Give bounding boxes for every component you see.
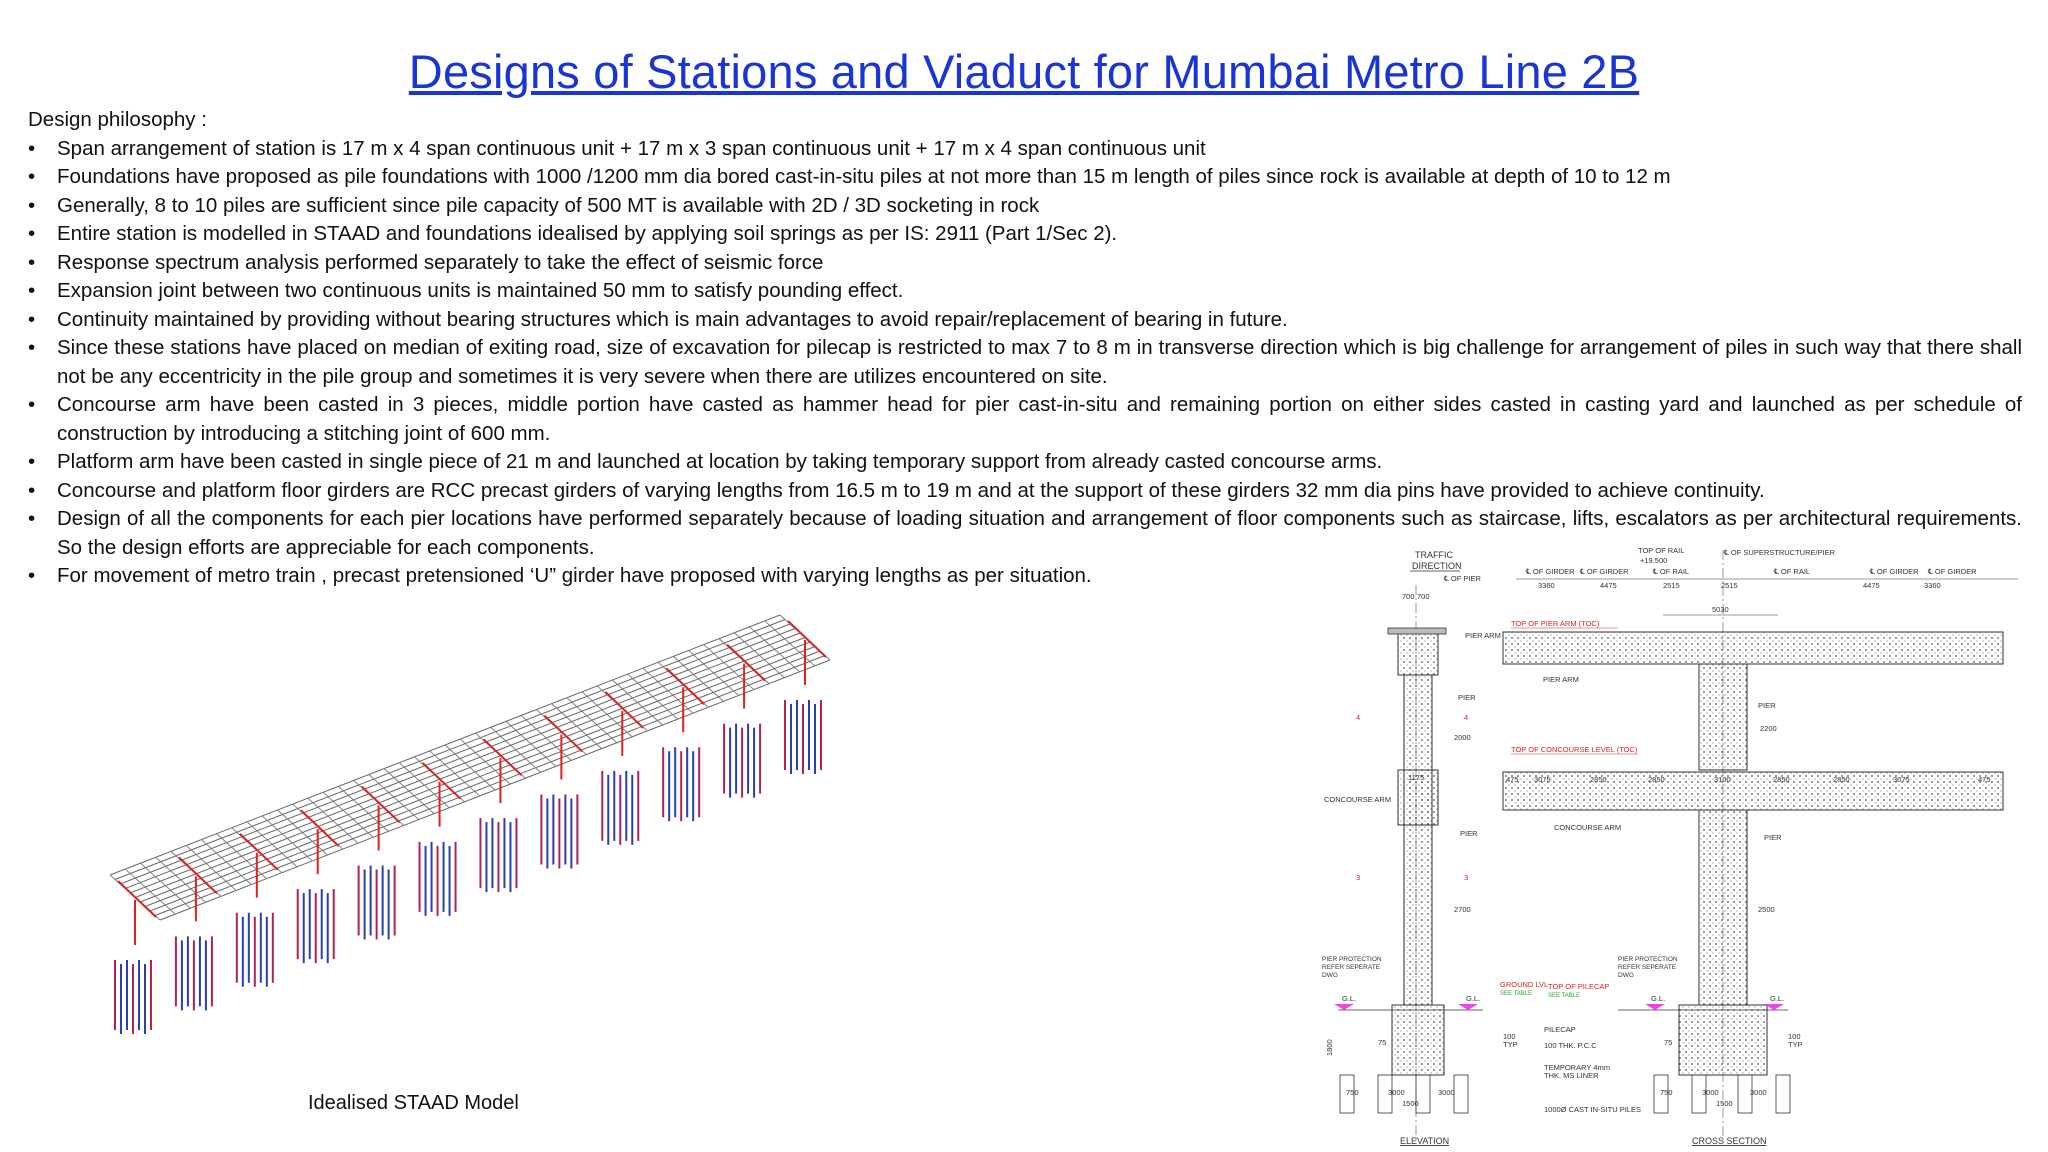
bullet-marker: • [28,393,36,416]
liner-label-2: THK. MS LINER [1544,1071,1599,1080]
elevation-label: ELEVATION [1400,1136,1450,1146]
dim-1500-b: 1500 [1716,1099,1733,1108]
concourse-arm-label-cs: CONCOURSE ARM [1554,823,1622,832]
concourse-arm-label-elev: CONCOURSE ARM [1324,795,1392,804]
dim-1175: 1175 [1408,773,1425,782]
dim-2200: 2200 [1760,724,1777,733]
bullet-marker: • [28,507,36,530]
design-philosophy-list [28,135,2022,591]
section-4-right: 4 [1464,713,1469,722]
dim-3360-b: 3360 [1924,581,1941,590]
bullet-marker: • [28,564,36,587]
staad-caption: Idealised STAAD Model [308,1092,519,1114]
dim-3100: 3100 [1714,775,1731,784]
design-point-text: Response spectrum analysis performed separately to take the effect of seismic force [57,250,824,274]
page-title[interactable]: Designs of Stations and Viaduct for Mumbai Metro Line 2B [408,45,1640,98]
pier-protection-elev-1: PIER PROTECTION [1322,956,1382,963]
piles-label: 1000Ø CAST IN-SITU PILES [1544,1105,1641,1114]
dim-3000-d: 3000 [1750,1088,1767,1097]
design-point [28,249,2022,278]
dim-5030: 5030 [1712,605,1729,614]
dim-1500-a: 1500 [1402,1099,1419,1108]
cl-pier-label: ℄ OF PIER [1444,574,1481,583]
staad-member [788,621,826,657]
traffic-label-1: TRAFFIC [1415,550,1453,560]
cl-girder-label-3: ℄ OF GIRDER [1870,567,1919,576]
design-point-text: Concourse and platform floor girders are RCC precast girders of varying lengths from 16.5 m to 19 m and at the support of these girders 32 mm dia pins have provided to achieve continuity. [57,478,1765,502]
dim-3075-b: 3075 [1893,775,1910,784]
design-point-text: Generally, 8 to 10 piles are sufficient since pile capacity of 500 MT is available with 2D / 3D socketing in rock [57,193,1040,217]
dim-3360-a: 3360 [1538,581,1555,590]
pier-arm-label-cs: PIER ARM [1543,675,1579,684]
staad-member [362,786,400,822]
staad-member [118,881,156,917]
pier-protection-cs-2: REFER SEPERATE [1618,964,1677,971]
dim-4475-a: 4475 [1600,581,1617,590]
ground-lvl-label: GROUND LVL [1500,980,1549,989]
gl-label-2: G.L. [1466,994,1481,1003]
pier-protection-cs-3: DWG [1618,972,1634,979]
top-pilecap-label: TOP OF PILECAP [1548,982,1610,991]
dim-2850-b: 2850 [1648,775,1665,784]
design-point-text: Concourse arm have been casted in 3 pieces, middle portion have casted as hammer head for pier cast-in-situ and remaining portion on either sides casted in casting yard and launched as per schedule of construction by introducing a stitching joint of 600 mm. [57,393,2022,445]
typ-label-a: TYP [1503,1040,1518,1049]
staad-member [605,692,643,728]
section-3-right: 3 [1464,873,1469,882]
design-point-text: Since these stations have placed on median of exiting road, size of excavation for pilecap is restricted to max 7 to 8 m in transverse direction which is big challenge for arrangement of piles in such way that there shall not be any eccentricity in the pile group and sometimes it is very severe when there are utilizes encountered on site. [57,336,2022,388]
staad-member [544,716,582,752]
dim-750-b: 750 [1660,1088,1673,1097]
see-table-2: SEE TABLE [1548,993,1581,999]
pcc-label: 100 THK. P.C.C [1544,1041,1597,1050]
pier-arm-label-elev: PIER ARM [1465,631,1501,640]
design-point [28,306,2022,335]
pier-protection-elev-2: REFER SEPERATE [1322,964,1381,971]
section-3-left: 3 [1356,873,1361,882]
dim-475-a: 475 [1506,775,1519,784]
bullet-marker: • [28,250,36,274]
dim-100-a: 100 [1503,1032,1516,1041]
dim-750-a: 750 [1346,1088,1359,1097]
design-point [28,448,2022,477]
dim-3075-a: 3075 [1534,775,1551,784]
dim-100-b: 100 [1788,1032,1801,1041]
bullet-marker: • [28,336,36,359]
gl-label-4: G.L. [1770,994,1785,1003]
station-elevation-drawing [1318,540,2030,1152]
pier-label-elev-2: PIER [1460,829,1478,838]
dim-75-cs: 75 [1664,1038,1673,1047]
staad-piles [115,700,821,1034]
cl-girder-label-2: ℄ OF GIRDER [1580,567,1629,576]
top-pier-arm-label: TOP OF PIER ARM (TOC) [1511,619,1600,628]
bullet-marker: • [28,165,36,188]
dim-1800: 1800 [1325,1039,1334,1056]
staad-member [727,645,765,681]
design-point [28,334,2022,391]
rail-level-label: +19.500 [1640,556,1668,565]
traffic-label-2: DIRECTION [1412,561,1462,571]
design-point [28,220,2022,249]
gl-label-1: G.L. [1342,994,1357,1003]
cl-girder-label-4: ℄ OF GIRDER [1928,567,1977,576]
design-point [28,135,2022,164]
design-point-text: Entire station is modelled in STAAD and foundations idealised by applying soil springs as per IS: 2911 (Part 1/Sec 2). [57,222,1118,245]
cl-girder-label-1: ℄ OF GIRDER [1526,567,1575,576]
cross-section-label: CROSS SECTION [1692,1136,1767,1146]
pier-label-cs-1: PIER [1758,701,1776,710]
top-concourse-label: TOP OF CONCOURSE LEVEL (TOC) [1511,745,1638,754]
design-point [28,477,2022,506]
design-point [28,163,2022,192]
staad-member [483,739,521,775]
bullet-marker: • [28,279,36,302]
cl-superstructure-label: ℄ OF SUPERSTRUCTURE/PIER [1724,548,1836,557]
bullet-marker: • [28,307,36,331]
design-point-text: Platform arm have been casted in single piece of 21 m and launched at location by taking temporary support from already casted concourse arms. [57,450,1383,473]
design-philosophy-heading: Design philosophy : [28,108,207,131]
design-point-text: Continuity maintained by providing without bearing structures which is main advantages to avoid repair/replacement of bearing in future. [57,307,1288,331]
dim-4475-b: 4475 [1863,581,1880,590]
dim-2515-a: 2515 [1663,581,1680,590]
dim-475-b: 475 [1978,775,1991,784]
section-4-left: 4 [1356,713,1361,722]
pier-label-cs-2: PIER [1764,833,1782,842]
design-point-text: Span arrangement of station is 17 m x 4 span continuous unit + 17 m x 3 span continuous unit + 17 m x 4 span continuous unit [57,136,1206,160]
typ-label-b: TYP [1788,1040,1803,1049]
dim-3000-c: 3000 [1702,1088,1719,1097]
cl-rail-label-1: ℄ OF RAIL [1653,567,1690,576]
staad-member [666,668,704,704]
dim-2850-d: 2850 [1833,775,1850,784]
cl-rail-label-2: ℄ OF RAIL [1774,567,1811,576]
design-point [28,192,2022,221]
dim-75: 75 [1378,1038,1387,1047]
bullet-marker: • [28,222,36,245]
pilecap-label: PILECAP [1544,1025,1576,1034]
staad-member [240,834,278,870]
design-point-text: For movement of metro train , precast pretensioned ‘U” girder have proposed with varying lengths as per situation. [57,564,1092,587]
dim-2000: 2000 [1454,733,1471,742]
dim-2850-c: 2850 [1773,775,1790,784]
staad-deck [110,615,830,945]
dim-3000-b: 3000 [1438,1088,1455,1097]
pier-protection-cs-1: PIER PROTECTION [1618,956,1678,963]
dim-2500: 2500 [1758,905,1775,914]
dim-2700: 2700 [1454,905,1471,914]
dim-2850-a: 2850 [1590,775,1607,784]
staad-model-figure [90,605,1080,1060]
gl-label-3: G.L. [1651,994,1666,1003]
design-point-text: Design of all the components for each pier locations have performed separately because of loading situation and arrangement of floor components such as staircase, lifts, escalators as per architectural requirements. So the design efforts are appreciable for each components. [57,507,2022,559]
dim-3000-a: 3000 [1388,1088,1405,1097]
see-table-1: SEE TABLE [1500,991,1533,997]
design-point [28,277,2022,306]
design-point [28,391,2022,448]
dim-700-a: 700 [1402,592,1415,601]
top-of-rail-label: TOP OF RAIL [1638,546,1685,555]
staad-member [301,810,339,846]
pier-protection-elev-3: DWG [1322,972,1338,979]
bullet-marker: • [28,136,36,160]
design-point-text: Expansion joint between two continuous units is maintained 50 mm to satisfy pounding effect. [57,279,904,302]
liner-label-1: TEMPORARY 4mm [1544,1063,1610,1072]
pier-label-elev-1: PIER [1458,693,1476,702]
staad-member [423,763,461,799]
dim-2515-b: 2515 [1721,581,1738,590]
staad-member [179,857,217,893]
bullet-marker: • [28,450,36,473]
bullet-marker: • [28,193,36,217]
dim-700-b: 700 [1417,592,1430,601]
text-content [28,106,2022,591]
bullet-marker: • [28,478,36,502]
design-point-text: Foundations have proposed as pile foundations with 1000 /1200 mm dia bored cast-in-situ piles at not more than 15 m length of piles since rock is available at depth of 10 to 12 m [57,165,1671,188]
